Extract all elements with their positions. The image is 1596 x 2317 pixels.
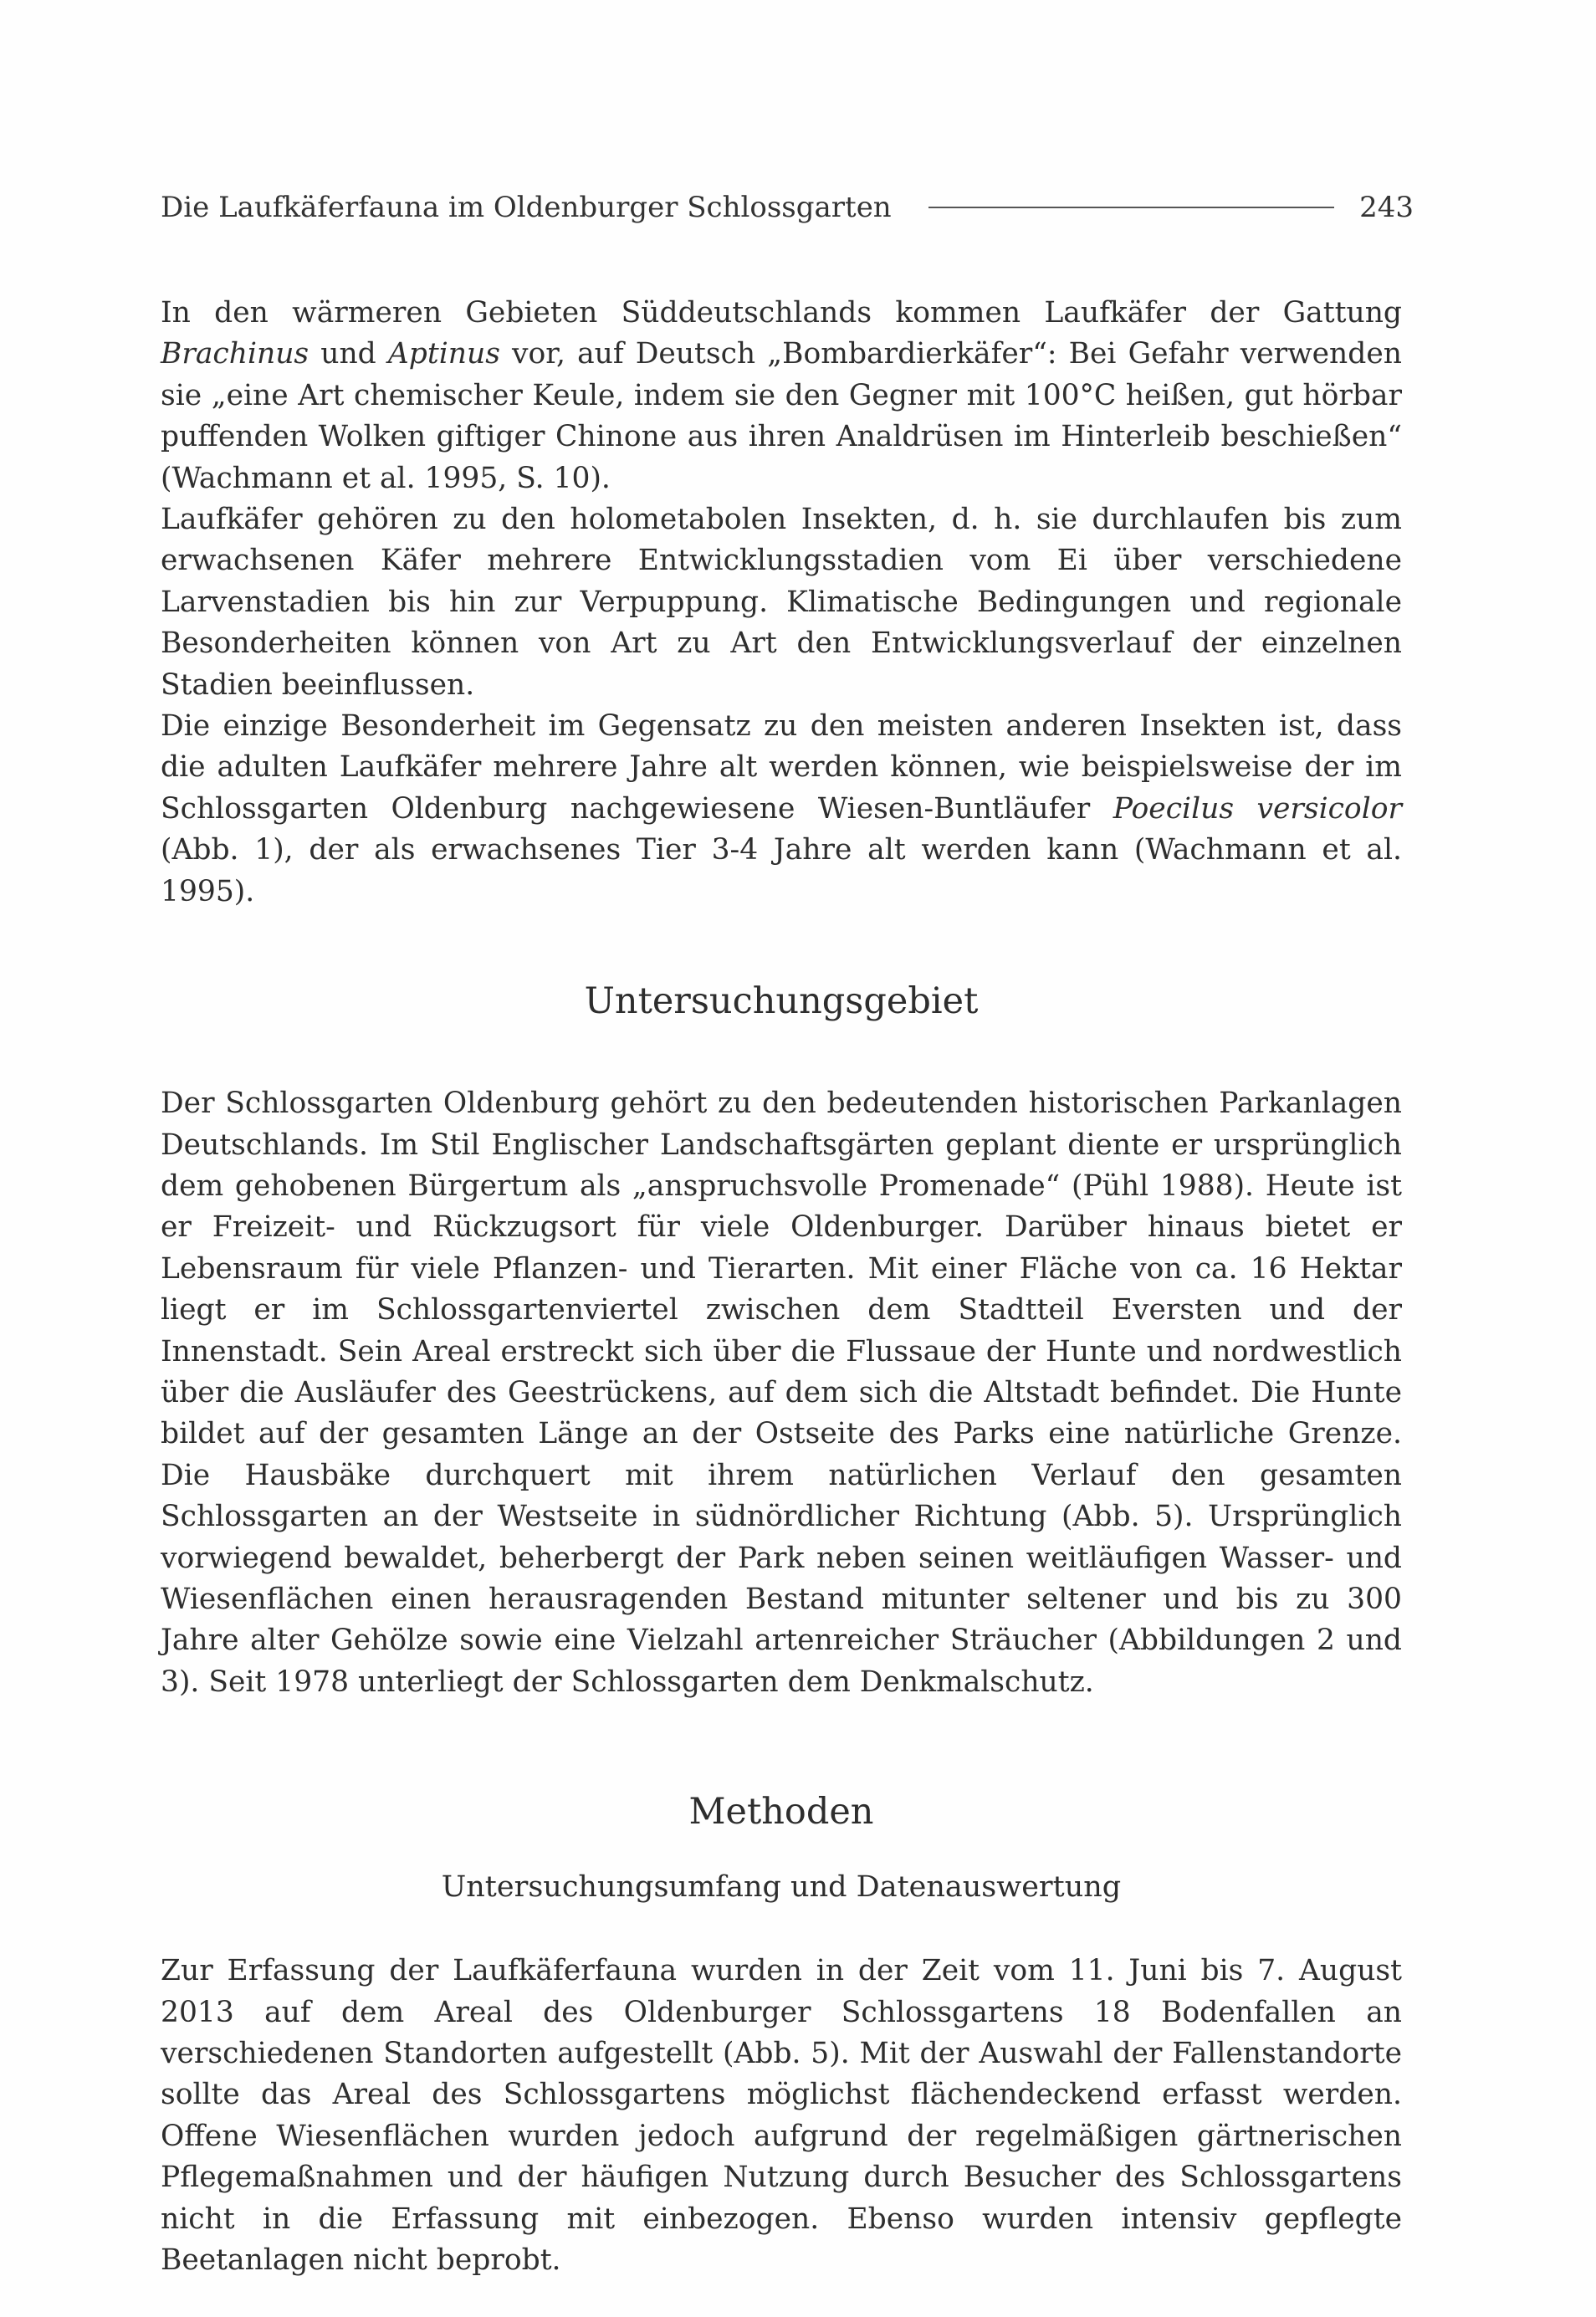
intro-paragraph-3 [161, 706, 1402, 913]
running-head-rule [928, 207, 1334, 208]
study-area-paragraph: Der Schlossgarten Oldenburg gehört zu den bedeutenden historischen Parkanlagen Deutschlands. Im Stil Englischer Landschaftsgärten geplant diente er ursprünglich dem gehobenen Bürgertum als „anspruchsvolle Promenade“ (Pühl 1988). Heute ist er Freizeit- und Rückzugsort für viele Oldenburger. Darüber hinaus bietet er Lebensraum für viele Pflanzen- und Tierarten. Mit einer Fläche von ca. 16 Hektar liegt er im Schlossgartenviertel zwischen dem Stadtteil Eversten und der Innenstadt. Sein Areal erstreckt sich über die Flussaue der Hunte und nordwestlich über die Ausläufer des Geestrückens, auf dem sich die Altstadt befindet. Die Hunte bildet auf der gesamten Länge an der Ostseite des Parks eine natürliche Grenze. Die Hausbäke durchquert mit ihrem natürlichen Verlauf den gesamten Schlossgarten an der Westseite in südnördlicher Richtung (Abb. 5). Ursprünglich vorwiegend bewaldet, beherbergt der Park neben seinen weitläufigen Wasser- und Wiesenflächen einen herausragenden Bestand mitunter seltener und bis zu 300 Jahre alter Gehölze sowie eine Vielzahl artenreicher Sträucher (Abbildungen 2 und 3). Seit 1978 unterliegt der Schlossgarten dem Denkmalschutz. [161, 1087, 1402, 1699]
spacer [161, 1835, 1402, 1867]
page-number: 243 [1359, 191, 1414, 224]
text-run: (Abb. 1), der als erwachsenes Tier 3-4 Jahre alt werden kann (Wachmann et al. 1995). [161, 833, 1402, 908]
text-run: und [309, 337, 388, 371]
text-run: In den wärmeren Gebieten Süddeutschlands kommen Laufkäfer der Gattung [161, 296, 1402, 330]
spacer [161, 1703, 1402, 1788]
spacer [161, 913, 1402, 978]
genus-name-aptinus: Aptinus [387, 337, 500, 371]
spacer [161, 1907, 1402, 1951]
intro-paragraph-1 [161, 293, 1402, 499]
methods-paragraph: Zur Erfassung der Laufkäferfauna wurden in der Zeit vom 11. Juni bis 7. August 2013 auf dem Areal des Oldenburger Schlossgartens 18 Bodenfallen an verschiedenen Standorten aufgestellt (Abb. 5). Mit der Auswahl der Fallenstandorte sollte das Areal des Schlossgartens möglichst flächendeckend erfasst werden. Offene Wiesenflächen wurden jedoch aufgrund der regelmäßigen gärtnerischen Pflegemaßnahmen und der häufigen Nutzung durch Besucher des Schlossgartens nicht in die Erfassung mit einbezogen. Ebenso wurden intensiv gepflegte Beetanlagen nicht beprobt. [161, 1954, 1402, 2278]
text-run: vor, auf Deutsch „Bombardierkäfer“: Bei Gefahr verwenden sie „eine Art chemischer Keule, indem sie den Gegner mit 100°C heißen, gut hörbar puffenden Wolken giftiger Chinone aus ihren Analdrüsen im Hinterleib beschießen“ (Wachmann et al. 1995, S. 10). [161, 337, 1402, 495]
genus-name-brachinus: Brachinus [161, 337, 309, 371]
intro-paragraph-2: Laufkäfer gehören zu den holometabolen Insekten, d. h. sie durchlaufen bis zum erwachsenen Käfer mehrere Entwicklungsstadien vom Ei über verschiedene Larvenstadien bis hin zur Verpuppung. Klimatische Bedingungen und regionale Besonderheiten können von Art zu Art den Entwicklungsverlauf der einzelnen Stadien beeinflussen. [161, 503, 1402, 702]
species-name: Poecilus versicolor [1113, 791, 1402, 826]
running-head [161, 187, 1414, 228]
text-run: Die einzige Besonderheit im Gegensatz zu den meisten anderen Insekten ist, dass die adulten Laufkäfer mehrere Jahre alt werden können, wie beispielsweise der im Schlossgarten Oldenburg nachgewiesene Wiesen-Buntläufer [161, 709, 1402, 826]
running-head-title: Die Laufkäferfauna im Oldenburger Schlossgarten [161, 191, 892, 224]
page-body [161, 293, 1402, 2281]
subsection-heading-scope: Untersuchungsumfang und Datenauswertung [441, 1870, 1122, 1905]
section-heading-study-area: Untersuchungsgebiet [584, 980, 979, 1023]
section-heading-methods: Methoden [688, 1791, 874, 1834]
spacer [161, 1025, 1402, 1083]
